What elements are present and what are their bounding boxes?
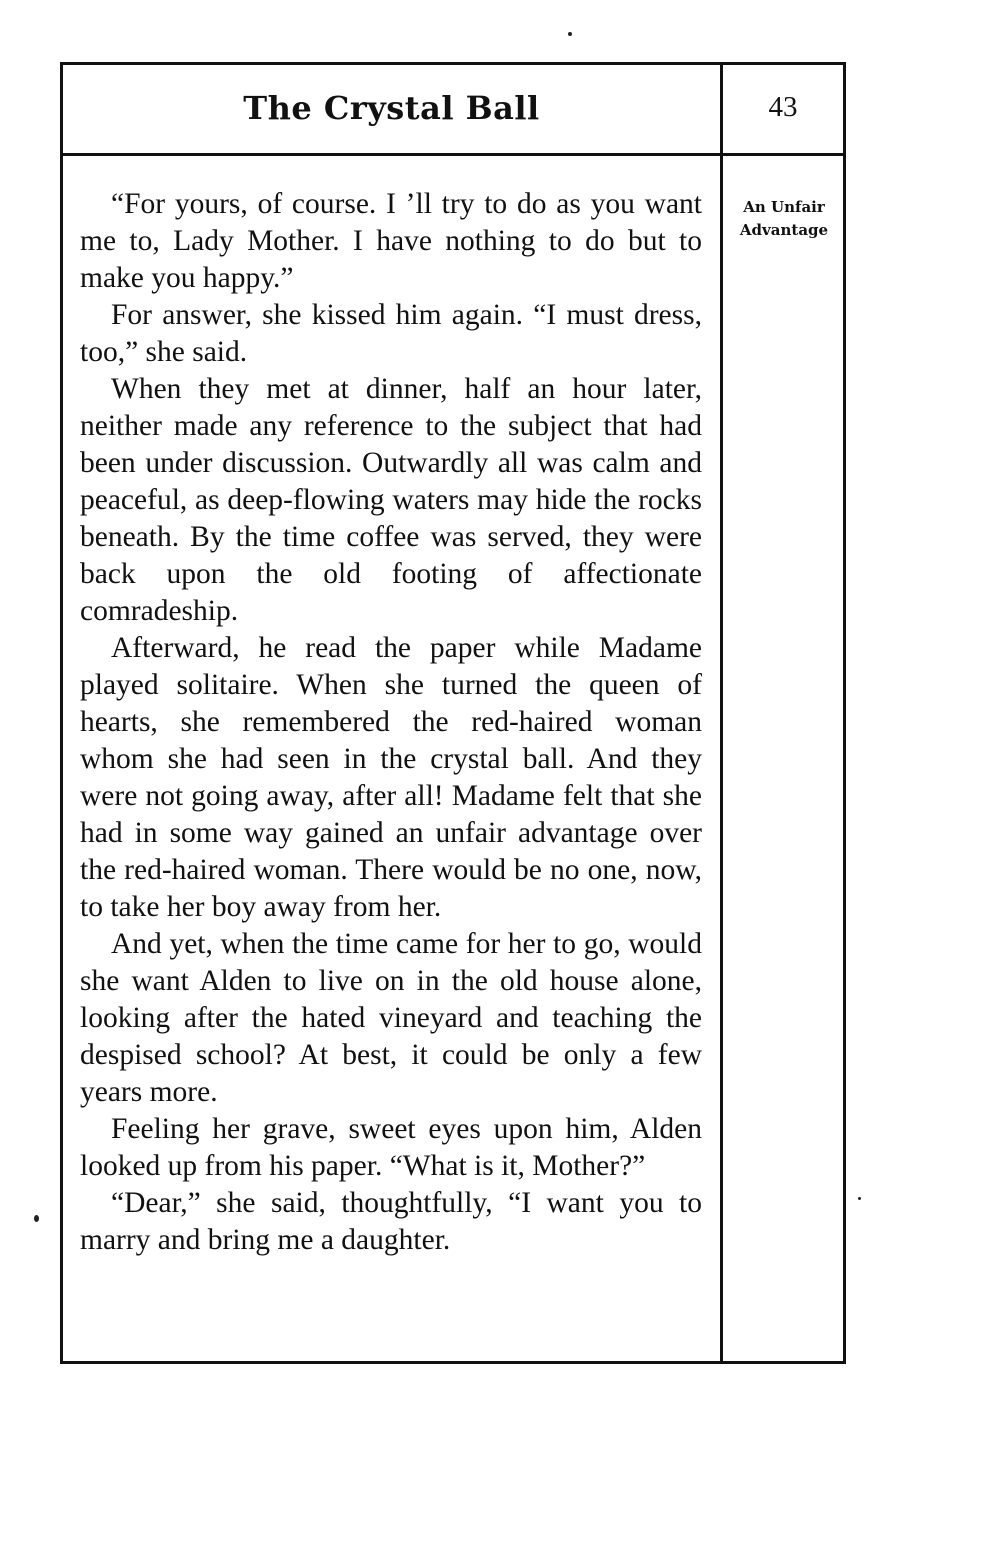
margin-column-divider [720, 62, 723, 1364]
header-rule [60, 153, 846, 156]
paragraph: For answer, she kissed him again. “I must dress, too,” she said. [80, 299, 702, 368]
scan-speck [34, 1215, 39, 1222]
page-number: 43 [768, 91, 798, 123]
paragraph: When they met at dinner, half an hour later, neither made any reference to the subject that had been under discussion. Outwardly all was calm and peaceful, as deep-flowing waters may hide the rocks beneath. By the time coffee was served, they were back upon the old footing of affectionate comradeship. [80, 373, 702, 627]
scan-speck [858, 1197, 861, 1200]
scan-speck [568, 32, 572, 36]
margin-note-line-1: An Unfair [743, 198, 825, 216]
body-text [80, 186, 702, 1259]
margin-note-line-2: Advantage [739, 221, 829, 239]
paragraph: “For yours, of course. I ’ll try to do as you want me to, Lady Mother. I have nothing to do but to make you happy.” [80, 188, 702, 294]
running-title: The Crystal Ball [243, 88, 540, 127]
margin-note [726, 196, 842, 242]
paragraph: And yet, when the time came for her to go, would she want Alden to live on in the old house alone, looking after the hated vineyard and teaching the despised school? At best, it could be only a few years more. [80, 928, 702, 1108]
frame-right-rule [843, 62, 846, 1364]
paragraph: Afterward, he read the paper while Madame played solitaire. When she turned the queen of hearts, she remembered the red-haired woman whom she had seen in the crystal ball. And they were not going away, after all! Madame felt that she had in some way gained an unfair advantage over the red-haired woman. There would be no one, now, to take her boy away from her. [80, 632, 702, 923]
paragraph: Feeling her grave, sweet eyes upon him, Alden looked up from his paper. “What is it, Mother?” [80, 1113, 702, 1182]
paragraph: “Dear,” she said, thoughtfully, “I want you to marry and bring me a daughter. [80, 1187, 702, 1256]
